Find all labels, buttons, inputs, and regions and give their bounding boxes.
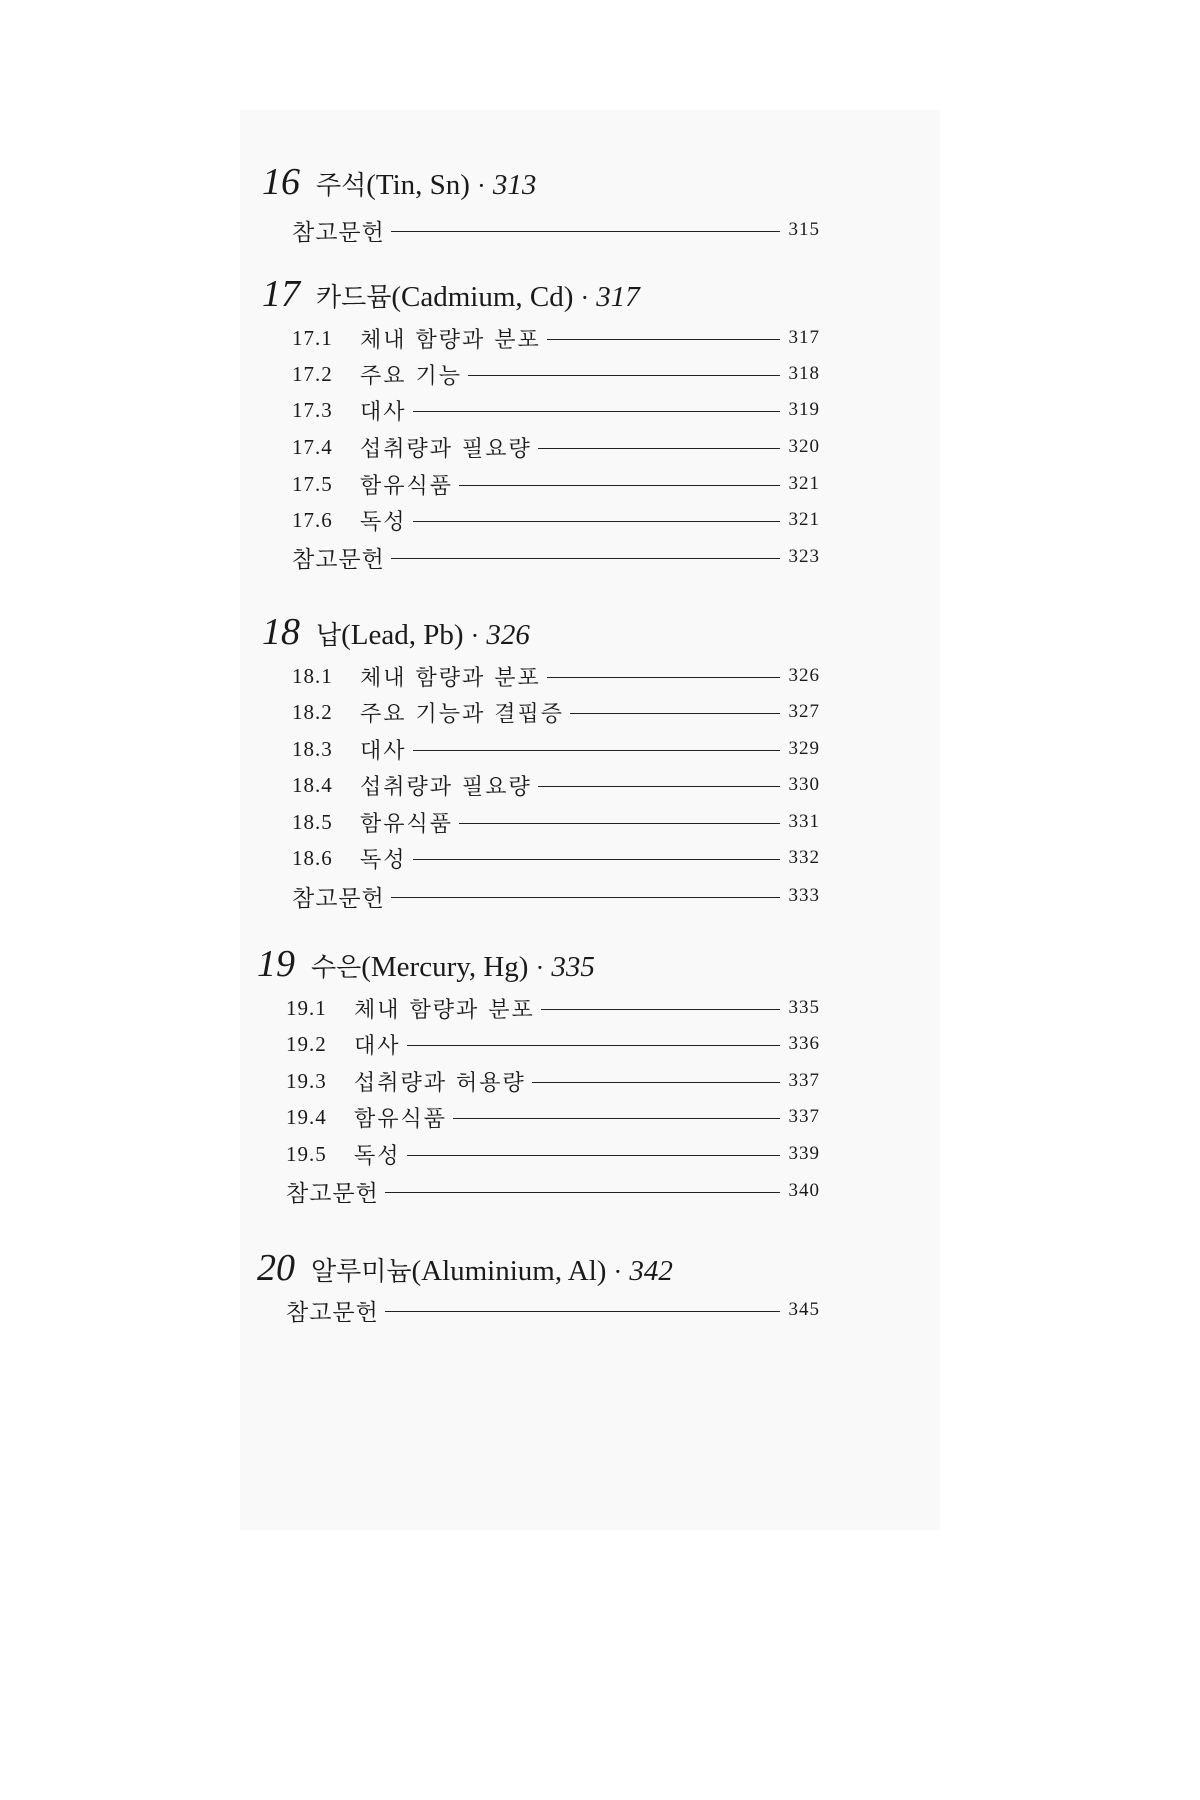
dot-leader-line	[391, 231, 780, 232]
page-number: 331	[788, 811, 820, 832]
chapter-title-korean: 알루미늄	[311, 1257, 412, 1287]
references-entry[interactable]	[292, 213, 820, 247]
dot-leader-line	[385, 1192, 780, 1193]
section-title: 대사	[360, 738, 407, 764]
chapter-title	[311, 947, 528, 984]
page-number: 321	[788, 473, 820, 494]
chapter-page-separator: ·	[469, 172, 493, 200]
dot-leader-line	[391, 897, 780, 898]
page-number: 345	[788, 1299, 820, 1320]
page-number: 339	[788, 1143, 820, 1164]
toc-entry[interactable]	[292, 393, 820, 427]
page-number: 340	[788, 1180, 820, 1201]
toc-entry[interactable]	[292, 430, 820, 464]
page-number: 337	[788, 1070, 820, 1091]
section-title: 섭취량과 허용량	[354, 1070, 526, 1096]
dot-leader-line	[413, 521, 780, 522]
section-title: 함유식품	[360, 811, 454, 837]
section-number: 18.6	[292, 845, 333, 870]
chapter-page-separator: ·	[606, 1258, 630, 1286]
dot-leader-line	[541, 1009, 780, 1010]
dot-leader-line	[538, 786, 780, 787]
section-number: 17.2	[292, 361, 333, 386]
section-title: 대사	[354, 1033, 401, 1059]
dot-leader-line	[459, 823, 780, 824]
page-number: 335	[788, 997, 820, 1018]
dot-leader-line	[538, 448, 780, 449]
section-number: 18.1	[292, 663, 333, 688]
chapter-number: 19	[257, 943, 295, 985]
section-number: 18.3	[292, 736, 333, 761]
dot-leader-line	[547, 339, 780, 340]
chapter-title	[316, 165, 470, 202]
section-title: 독성	[360, 509, 407, 535]
page-number: 319	[788, 399, 820, 420]
chapter-page-number: 342	[629, 1255, 673, 1287]
toc-entry[interactable]	[286, 1027, 820, 1061]
dot-leader-line	[407, 1155, 780, 1156]
page-number: 315	[788, 219, 820, 240]
toc-entry[interactable]	[292, 659, 820, 693]
chapter-title-english: (Cadmium, Cd)	[391, 281, 574, 313]
toc-entry[interactable]	[292, 841, 820, 875]
section-number: 17.1	[292, 325, 333, 350]
toc-entry[interactable]	[286, 1137, 820, 1171]
references-label: 참고문헌	[292, 219, 385, 246]
dot-leader-line	[413, 411, 780, 412]
chapter-title-english: (Lead, Pb)	[341, 619, 464, 651]
chapter-title-korean: 주석	[316, 171, 367, 201]
page-number: 323	[788, 546, 820, 567]
page-number: 337	[788, 1106, 820, 1127]
dot-leader-line	[413, 859, 780, 860]
section-title: 섭취량과 필요량	[360, 774, 532, 800]
chapter-page-number: 313	[492, 169, 537, 201]
chapter-title	[316, 615, 464, 652]
toc-entry[interactable]	[292, 321, 820, 355]
page-number: 333	[788, 885, 820, 906]
toc-entry[interactable]	[292, 732, 820, 766]
section-number: 17.3	[292, 397, 333, 422]
section-number: 17.4	[292, 434, 333, 459]
chapter-page-number: 335	[551, 951, 595, 983]
references-entry[interactable]	[286, 1174, 820, 1208]
references-label: 참고문헌	[286, 1299, 379, 1326]
references-label: 참고문헌	[286, 1180, 379, 1207]
section-number: 19.1	[286, 995, 327, 1020]
dot-leader-line	[459, 485, 780, 486]
chapter-number: 18	[262, 611, 300, 653]
page-number: 317	[788, 327, 820, 348]
toc-entry[interactable]	[292, 357, 820, 391]
chapter-title-korean: 카드뮴	[316, 283, 392, 313]
chapter-title	[316, 277, 573, 314]
section-title: 체내 함량과 분포	[360, 665, 541, 691]
section-title: 독성	[360, 847, 407, 873]
chapter-heading[interactable]	[262, 160, 536, 210]
page-number: 329	[788, 738, 820, 759]
section-title: 함유식품	[354, 1106, 448, 1132]
dot-leader-line	[532, 1082, 780, 1083]
dot-leader-line	[385, 1311, 780, 1312]
page-number: 332	[788, 847, 820, 868]
page-number: 326	[788, 665, 820, 686]
section-number: 17.5	[292, 471, 333, 496]
chapter-heading[interactable]	[257, 1246, 673, 1296]
section-number: 18.4	[292, 772, 333, 797]
section-number: 18.2	[292, 699, 333, 724]
dot-leader-line	[391, 558, 780, 559]
section-title: 독성	[354, 1143, 401, 1169]
page-number: 327	[788, 701, 820, 722]
chapter-page-separator: ·	[573, 284, 597, 312]
page-number: 330	[788, 774, 820, 795]
chapter-title-english: (Aluminium, Al)	[411, 1255, 607, 1287]
chapter-number: 20	[257, 1247, 295, 1289]
section-title: 함유식품	[360, 473, 454, 499]
toc-entry[interactable]	[292, 467, 820, 501]
chapter-title-korean: 납	[316, 621, 342, 651]
chapter-title	[311, 1251, 606, 1288]
toc-entry[interactable]	[286, 991, 820, 1025]
dot-leader-line	[570, 713, 780, 714]
page-number: 336	[788, 1033, 820, 1054]
dot-leader-line	[413, 750, 780, 751]
section-number: 17.6	[292, 507, 333, 532]
section-number: 18.5	[292, 809, 333, 834]
section-title: 대사	[360, 399, 407, 425]
section-number: 19.2	[286, 1031, 327, 1056]
dot-leader-line	[453, 1118, 780, 1119]
chapter-number: 16	[262, 161, 300, 203]
chapter-page-number: 317	[596, 281, 640, 313]
references-entry[interactable]	[292, 540, 820, 574]
chapter-page-number: 326	[486, 619, 530, 651]
section-title: 체내 함량과 분포	[354, 997, 535, 1023]
chapter-heading[interactable]	[262, 272, 640, 322]
references-entry[interactable]	[292, 879, 820, 913]
section-title: 주요 기능	[360, 363, 463, 389]
section-title: 체내 함량과 분포	[360, 327, 541, 353]
toc-entry[interactable]	[292, 805, 820, 839]
section-title: 섭취량과 필요량	[360, 436, 532, 462]
chapter-page-separator: ·	[528, 954, 552, 982]
toc-entry[interactable]	[292, 768, 820, 802]
references-label: 참고문헌	[292, 885, 385, 912]
dot-leader-line	[468, 375, 780, 376]
chapter-number: 17	[262, 273, 300, 315]
toc-entry[interactable]	[286, 1100, 820, 1134]
page-number: 318	[788, 363, 820, 384]
section-number: 19.5	[286, 1141, 327, 1166]
page-number: 320	[788, 436, 820, 457]
references-label: 참고문헌	[292, 546, 385, 573]
toc-entry[interactable]	[292, 695, 820, 729]
references-entry[interactable]	[286, 1293, 820, 1327]
dot-leader-line	[407, 1045, 780, 1046]
section-title: 주요 기능과 결핍증	[360, 701, 565, 727]
section-number: 19.4	[286, 1104, 327, 1129]
chapter-heading[interactable]	[262, 610, 530, 660]
dot-leader-line	[547, 677, 780, 678]
toc-entry[interactable]	[286, 1064, 820, 1098]
chapter-title-english: (Mercury, Hg)	[361, 951, 529, 983]
page-number: 321	[788, 509, 820, 530]
chapter-title-korean: 수은	[311, 953, 362, 983]
chapter-page-separator: ·	[463, 622, 487, 650]
section-number: 19.3	[286, 1068, 327, 1093]
chapter-title-english: (Tin, Sn)	[366, 169, 470, 201]
chapter-heading[interactable]	[257, 942, 595, 992]
toc-entry[interactable]	[292, 503, 820, 537]
